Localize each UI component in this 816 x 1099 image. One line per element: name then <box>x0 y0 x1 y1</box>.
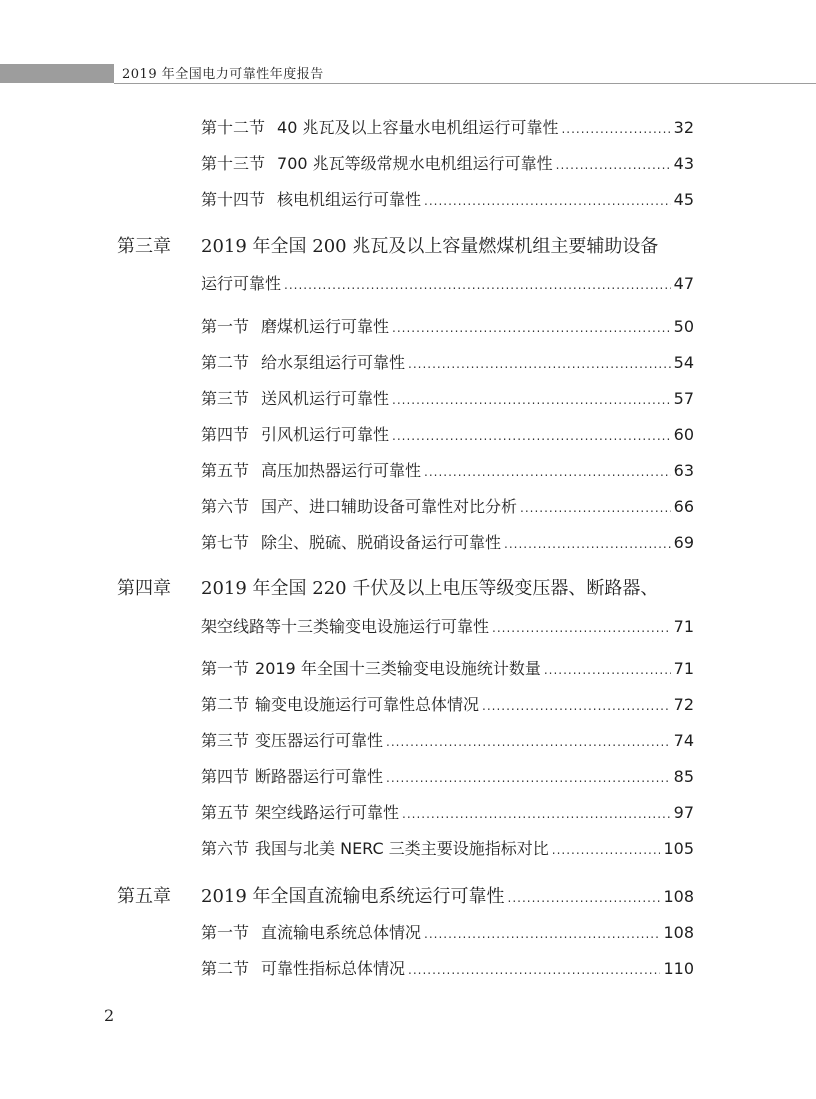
dot-leader <box>386 732 671 752</box>
toc-entry-ch4-sec4[interactable] <box>201 767 694 788</box>
toc-entry-ch3-sec5[interactable] <box>201 461 694 482</box>
toc-entry-ch4-sec3[interactable] <box>201 731 694 752</box>
section-number: 第六节 <box>201 497 250 516</box>
section-number: 第四节 <box>201 767 250 786</box>
section-title: 除尘、脱硫、脱硝设备运行可靠性 <box>261 533 502 552</box>
page-ref: 110 <box>663 959 694 978</box>
dot-leader <box>424 924 660 944</box>
section-title: 可靠性指标总体情况 <box>261 959 406 978</box>
page-ref: 60 <box>673 425 694 444</box>
toc-entry-ch2-sec14[interactable] <box>201 190 694 211</box>
header-gray-bar <box>0 64 114 83</box>
section-number: 第十四节 <box>201 190 266 209</box>
dot-leader <box>386 768 671 788</box>
page-ref: 72 <box>673 695 694 714</box>
section-title: 架空线路运行可靠性 <box>255 803 400 822</box>
chapter-title-3-line1[interactable] <box>201 236 694 258</box>
chapter-label-5: 第五章 <box>117 886 171 907</box>
dot-leader <box>424 462 671 482</box>
section-title: 给水泵组运行可靠性 <box>261 353 406 372</box>
section-number: 第一节 <box>201 317 250 336</box>
section-title: 高压加热器运行可靠性 <box>261 461 422 480</box>
section-number: 第七节 <box>201 533 250 552</box>
dot-leader <box>561 119 670 139</box>
section-number: 第四节 <box>201 425 250 444</box>
page-ref: 43 <box>673 154 694 173</box>
page-ref: 71 <box>673 617 694 636</box>
section-number: 第五节 <box>201 803 250 822</box>
toc-entry-ch3-sec7[interactable] <box>201 533 694 554</box>
toc-entry-ch5-sec1[interactable] <box>201 923 694 944</box>
page-ref: 74 <box>673 731 694 750</box>
section-title: 直流输电系统总体情况 <box>261 923 422 942</box>
chapter-title-5[interactable] <box>201 886 694 909</box>
toc-entry-ch4-sec5[interactable] <box>201 803 694 824</box>
dot-leader <box>392 318 671 338</box>
page-ref: 108 <box>663 923 694 942</box>
running-header-title: 2019 年全国电力可靠性年度报告 <box>122 67 324 82</box>
section-title: 变压器运行可靠性 <box>255 731 384 750</box>
section-number: 第十三节 <box>201 154 266 173</box>
chapter-label-4: 第四章 <box>117 578 171 599</box>
chapter-title-4-line2[interactable] <box>201 617 694 638</box>
page-ref: 85 <box>673 767 694 786</box>
toc-entry-ch3-sec3[interactable] <box>201 389 694 410</box>
section-title: 引风机运行可靠性 <box>261 425 390 444</box>
section-number: 第二节 <box>201 353 250 372</box>
dot-leader <box>408 960 660 980</box>
dot-leader <box>482 696 671 716</box>
page-ref: 50 <box>673 317 694 336</box>
chapter-label-3: 第三章 <box>117 236 171 257</box>
section-number: 第二节 <box>201 959 250 978</box>
toc-entry-ch3-sec2[interactable] <box>201 353 694 374</box>
dot-leader <box>556 155 671 175</box>
dot-leader <box>392 426 671 446</box>
page-ref: 66 <box>673 497 694 516</box>
section-title: 磨煤机运行可靠性 <box>261 317 390 336</box>
dot-leader <box>520 498 671 518</box>
section-number: 第一节 <box>201 923 250 942</box>
dot-leader <box>392 390 671 410</box>
dot-leader <box>552 840 661 860</box>
page-ref: 47 <box>673 274 694 293</box>
chapter-title-text: 2019 年全国 200 兆瓦及以上容量燃煤机组主要辅助设备 <box>201 236 659 257</box>
toc-entry-ch5-sec2[interactable] <box>201 959 694 980</box>
section-number: 第三节 <box>201 389 250 408</box>
section-number: 第三节 <box>201 731 250 750</box>
toc-entry-ch4-sec1[interactable] <box>201 659 694 680</box>
dot-leader <box>544 660 671 680</box>
dot-leader <box>504 534 671 554</box>
toc-entry-ch3-sec6[interactable] <box>201 497 694 518</box>
chapter-title-text: 架空线路等十三类输变电设施运行可靠性 <box>201 617 490 636</box>
dot-leader <box>508 887 661 909</box>
page-ref: 45 <box>673 190 694 209</box>
dot-leader <box>402 804 671 824</box>
page-ref: 63 <box>673 461 694 480</box>
section-number: 第十二节 <box>201 118 266 137</box>
section-title: 输变电设施运行可靠性总体情况 <box>255 695 480 714</box>
toc-entry-ch2-sec13[interactable] <box>201 154 694 175</box>
page-ref: 105 <box>663 839 694 858</box>
chapter-title-3-line2[interactable] <box>201 274 694 295</box>
dot-leader <box>284 275 671 295</box>
chapter-title-text: 2019 年全国 220 千伏及以上电压等级变压器、断路器、 <box>201 578 659 599</box>
dot-leader <box>424 191 671 211</box>
page-ref: 54 <box>673 353 694 372</box>
section-number: 第五节 <box>201 461 250 480</box>
dot-leader <box>408 354 671 374</box>
page-ref: 69 <box>673 533 694 552</box>
section-title: 国产、进口辅助设备可靠性对比分析 <box>261 497 518 516</box>
section-title: 2019 年全国十三类输变电设施统计数量 <box>255 659 541 678</box>
section-title: 核电机组运行可靠性 <box>277 190 422 209</box>
page-ref: 71 <box>673 659 694 678</box>
chapter-title-4-line1[interactable] <box>201 578 694 600</box>
chapter-title-text: 2019 年全国直流输电系统运行可靠性 <box>201 886 505 907</box>
toc-entry-ch4-sec2[interactable] <box>201 695 694 716</box>
toc-entry-ch2-sec12[interactable] <box>201 118 694 139</box>
dot-leader <box>492 618 671 638</box>
section-title: 断路器运行可靠性 <box>255 767 384 786</box>
toc-entry-ch3-sec4[interactable] <box>201 425 694 446</box>
section-number: 第一节 <box>201 659 250 678</box>
page-ref: 57 <box>673 389 694 408</box>
toc-entry-ch3-sec1[interactable] <box>201 317 694 338</box>
section-title: 40 兆瓦及以上容量水电机组运行可靠性 <box>277 118 559 137</box>
toc-entry-ch4-sec6[interactable] <box>201 839 694 860</box>
section-number: 第六节 <box>201 839 250 858</box>
page-ref: 108 <box>663 887 694 906</box>
section-title: 700 兆瓦等级常规水电机组运行可靠性 <box>277 154 553 173</box>
page-ref: 32 <box>673 118 694 137</box>
footer-page-number: 2 <box>104 1006 115 1025</box>
section-title: 送风机运行可靠性 <box>261 389 390 408</box>
chapter-title-text: 运行可靠性 <box>201 274 282 293</box>
section-title: 我国与北美 NERC 三类主要设施指标对比 <box>255 839 549 858</box>
header-rule <box>114 83 816 84</box>
page-ref: 97 <box>673 803 694 822</box>
section-number: 第二节 <box>201 695 250 714</box>
